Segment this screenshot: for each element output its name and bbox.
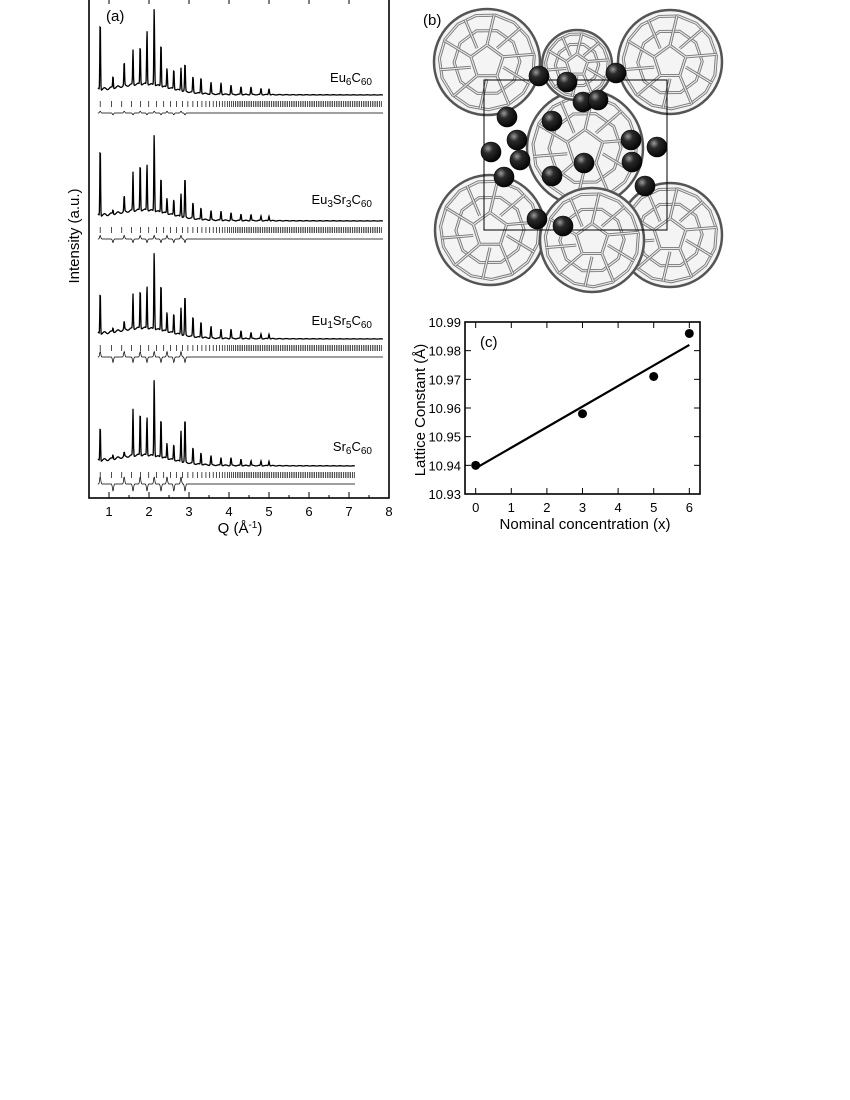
x-axis-title-close: ) [257, 520, 263, 537]
xrd-series [98, 253, 383, 362]
data-point [649, 372, 658, 381]
fullerene-cage [434, 9, 540, 115]
metal-atom [497, 107, 517, 127]
metal-atom [557, 72, 577, 92]
formula-part: u [338, 70, 346, 85]
x-tick-label: 1 [105, 504, 113, 519]
fullerene-cage [542, 30, 612, 100]
xrd-profile [98, 135, 383, 221]
sample-label [311, 313, 372, 331]
formula-part: C [351, 313, 361, 328]
formula-part: Sr [332, 439, 346, 454]
x-tick-label: 6 [305, 504, 313, 519]
subscript: 60 [360, 199, 372, 210]
subscript: 60 [360, 446, 372, 457]
subscript: 3 [327, 199, 333, 210]
x-axis-title-sup: -1 [248, 520, 258, 531]
panel-c-label: (c) [480, 334, 498, 351]
formula-part: C [351, 70, 361, 85]
formula-part: E [330, 70, 339, 85]
residual-curve [98, 477, 355, 491]
formula-part: C [351, 192, 361, 207]
metal-atom [510, 150, 530, 170]
formula-part: u [320, 192, 328, 207]
crystal-structure-illustration [434, 9, 722, 292]
metal-atom [542, 166, 562, 186]
metal-atom [621, 130, 641, 150]
x-tick-label: 7 [345, 504, 353, 519]
panel-a-y-axis-title: Intensity (a.u.) [66, 188, 83, 284]
x-tick-label: 4 [614, 500, 622, 515]
metal-atom [494, 167, 514, 187]
linear-fit-line [476, 345, 690, 468]
metal-atom [574, 153, 594, 173]
x-tick-label: 3 [578, 500, 587, 515]
metal-atom [527, 209, 547, 229]
sample-label [311, 192, 372, 210]
formula-part: Sr [332, 192, 346, 207]
metal-atom [553, 216, 573, 236]
y-tick-label: 10.97 [428, 372, 461, 388]
xrd-profile [98, 380, 355, 466]
residual-curve [98, 235, 383, 242]
x-tick-label: 1 [507, 500, 515, 515]
x-tick-label: 4 [225, 504, 233, 519]
subscript: 3 [345, 199, 352, 210]
metal-atom [507, 130, 527, 150]
subscript: 60 [360, 320, 372, 331]
panel-c-axes [428, 315, 700, 515]
metal-atom [606, 63, 626, 83]
y-tick-label: 10.98 [428, 343, 461, 359]
panel-c-plot [471, 329, 694, 470]
panel-b-label: (b) [423, 12, 442, 29]
x-tick-label: 5 [265, 504, 273, 519]
subscript: 6 [345, 446, 352, 457]
y-tick-label: 10.95 [428, 429, 461, 445]
xrd-series [98, 9, 383, 115]
x-axis-title-main: Q (Å [217, 520, 249, 537]
formula-part: E [311, 313, 321, 328]
x-tick-label: 0 [472, 500, 480, 515]
panel-c-lattice-constant [412, 315, 700, 533]
metal-atom [622, 152, 642, 172]
panel-a-xrd-patterns [66, 0, 393, 537]
panel-a-label: (a) [106, 8, 125, 25]
data-point [471, 461, 480, 470]
x-tick-label: 3 [185, 504, 193, 519]
subscript: 5 [345, 320, 352, 331]
residual-curve [98, 352, 383, 363]
metal-atom [647, 137, 667, 157]
panel-b-crystal-structure [423, 9, 722, 292]
sample-label [333, 439, 373, 457]
x-tick-label: 2 [543, 500, 551, 515]
fullerene-cage [540, 188, 644, 292]
metal-atom [542, 111, 562, 131]
y-tick-label: 10.93 [428, 487, 461, 502]
subscript: 6 [345, 77, 352, 88]
xrd-series [98, 380, 355, 491]
subscript: 60 [360, 77, 372, 88]
y-tick-label: 10.94 [428, 458, 461, 474]
formula-part: C [351, 439, 361, 454]
x-tick-label: 8 [385, 504, 393, 519]
panel-a-sample-labels [311, 70, 372, 457]
formula-part: E [311, 192, 321, 207]
sample-label [330, 70, 372, 88]
residual-curve [98, 111, 383, 115]
formula-part: u [320, 313, 328, 328]
formula-part: Sr [332, 313, 346, 328]
x-tick-label: 5 [650, 500, 658, 515]
panel-c-frame [465, 322, 700, 494]
metal-atom [481, 142, 501, 162]
panel-c-x-axis-title: Nominal concentration (x) [499, 516, 671, 533]
y-tick-label: 10.99 [428, 315, 461, 330]
panel-a-x-axis-title [218, 520, 263, 537]
metal-atom [635, 176, 655, 196]
panel-c-y-axis-title: Lattice Constant (Å) [412, 343, 429, 477]
y-tick-label: 10.96 [428, 401, 461, 416]
subscript: 1 [327, 320, 333, 331]
data-point [685, 329, 694, 338]
data-point [578, 409, 587, 418]
metal-atom [588, 90, 608, 110]
x-tick-label: 2 [145, 504, 153, 519]
x-tick-label: 6 [685, 500, 693, 515]
xrd-series [98, 135, 383, 242]
fullerene-cage [618, 10, 722, 114]
metal-atom [529, 66, 549, 86]
